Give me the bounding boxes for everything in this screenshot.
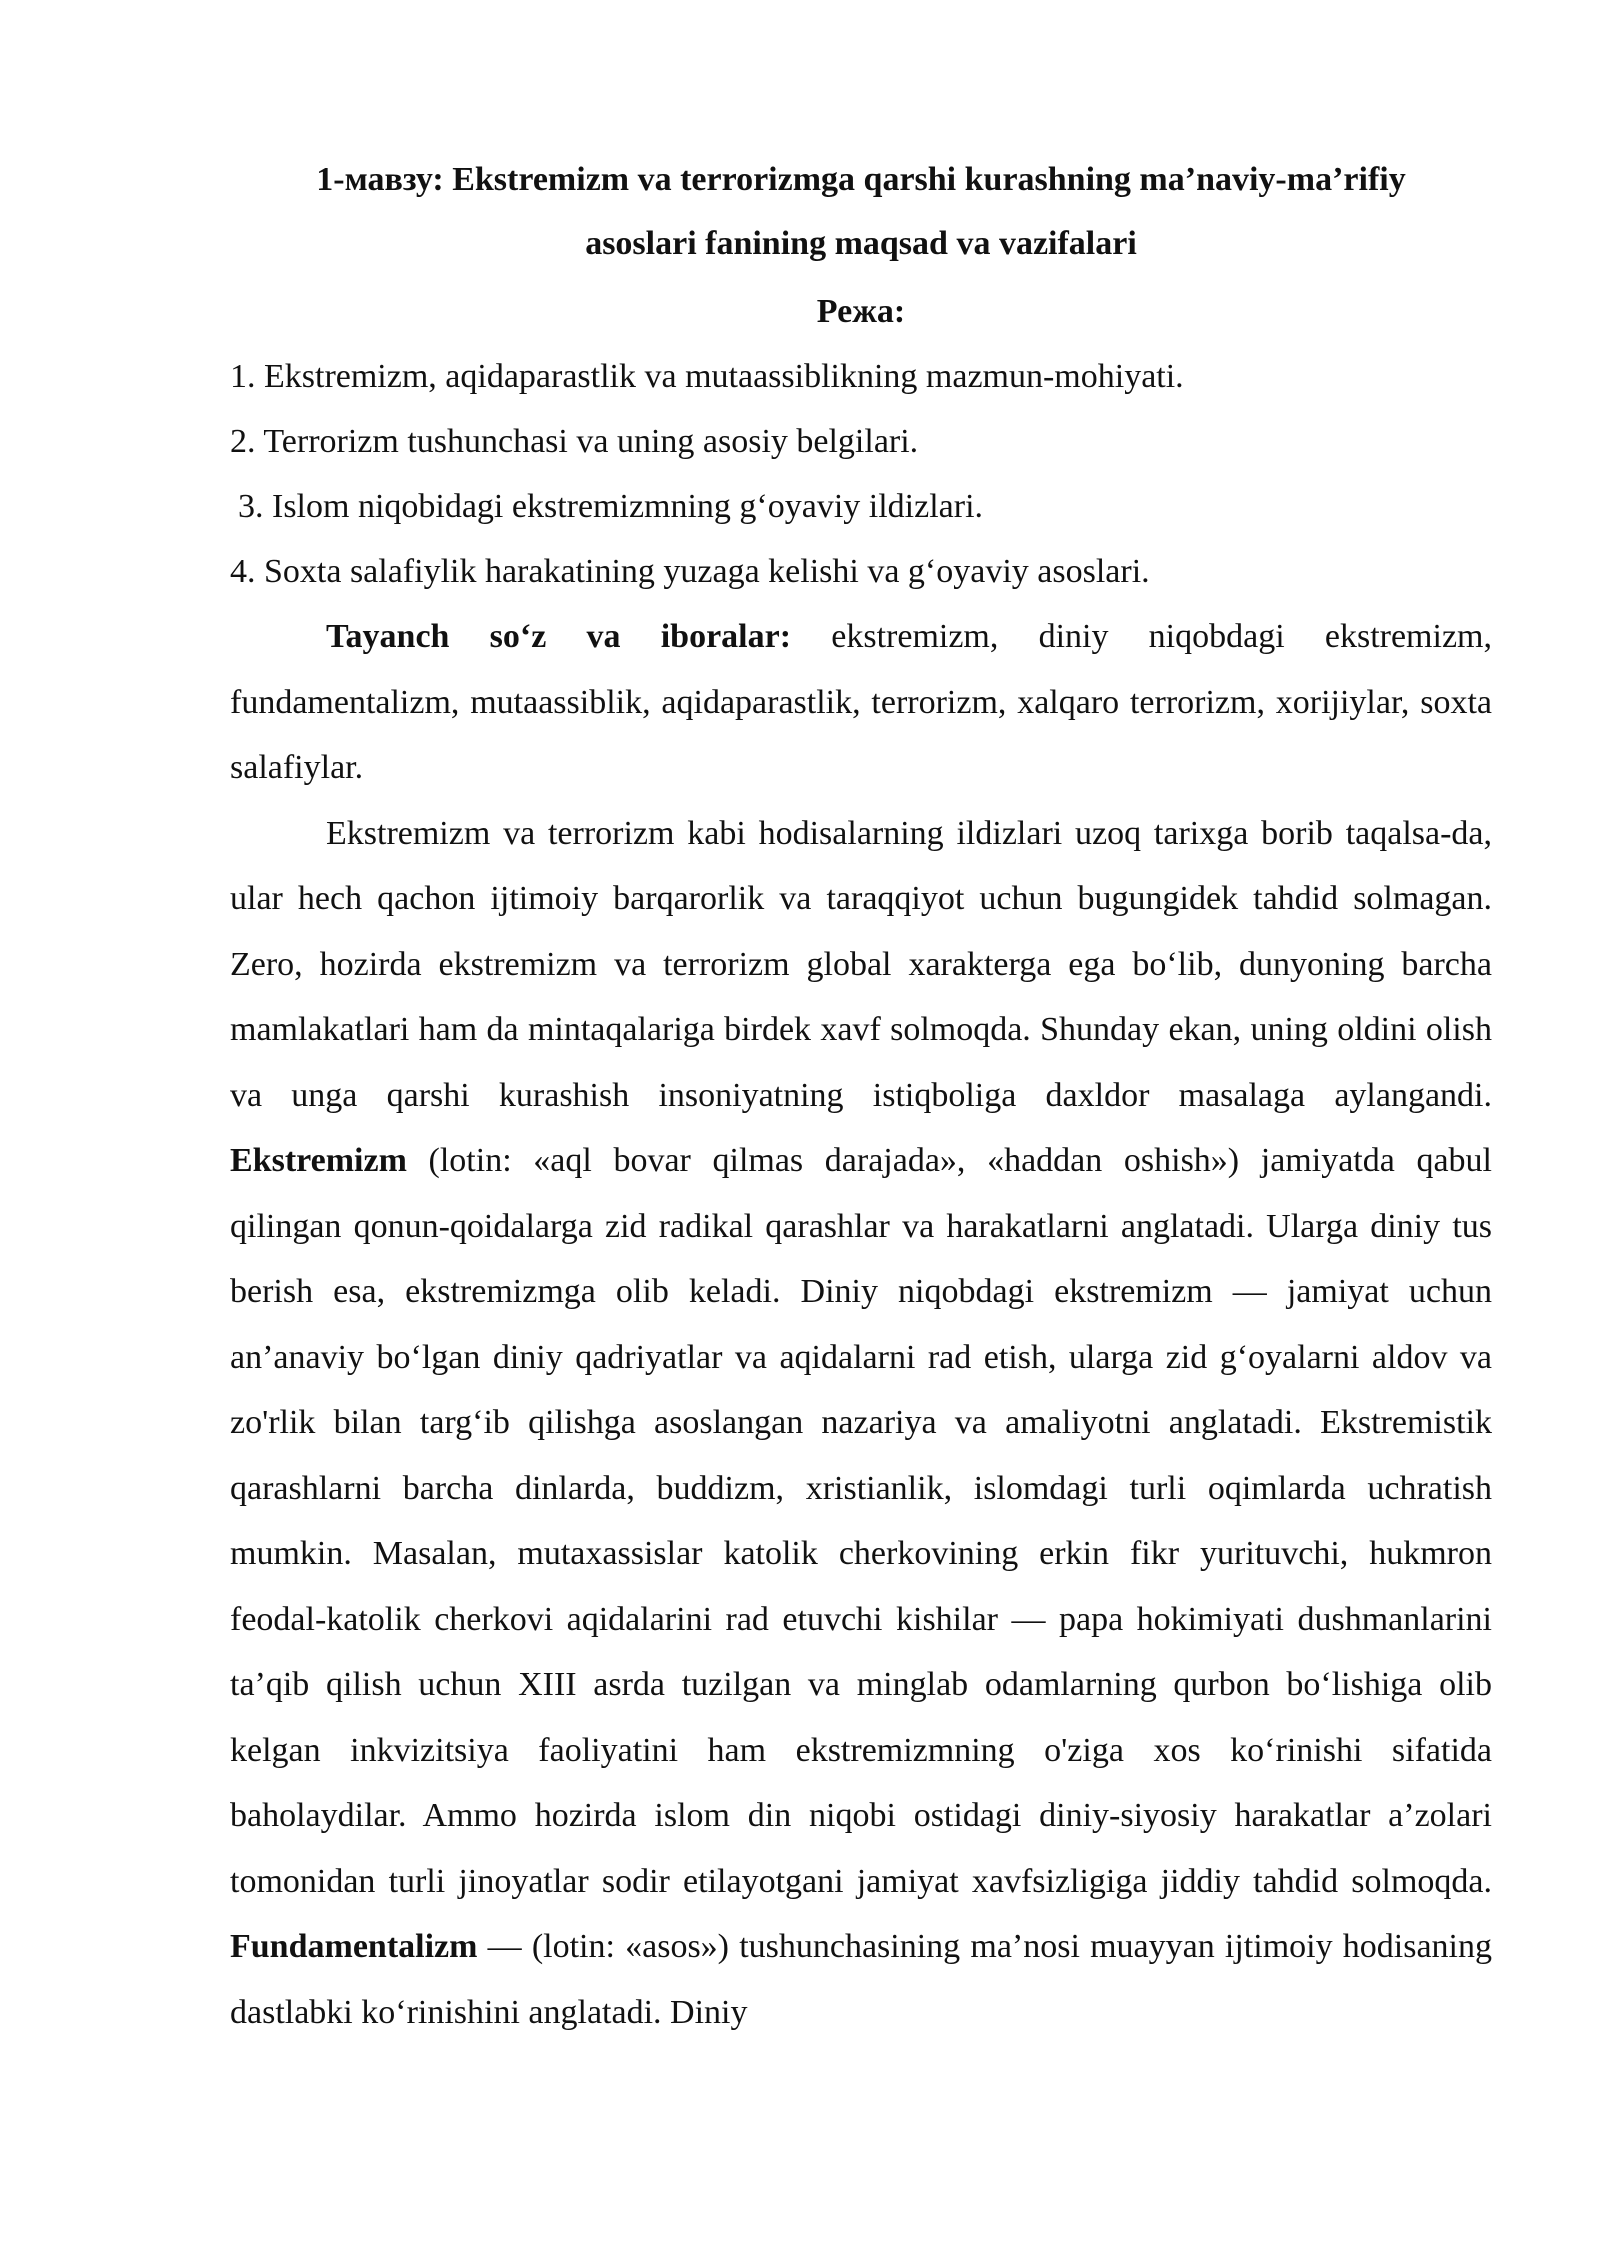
plan-item: 2. Terrorizm tushunchasi va uning asosiy belgilari. xyxy=(230,423,919,460)
term-ekstremizm: Ekstremizm xyxy=(230,1142,407,1179)
plan-heading: Режа: xyxy=(816,293,906,330)
term-fundamentalizm: Fundamentalizm xyxy=(230,1928,478,1965)
title-line-1: 1-мавзу: Ekstremizm va terrorizmga qarshi kurashning ma’naviy-ma’rifiy xyxy=(316,161,1406,198)
keywords-text: ekstremizm, diniy niqobdagi ekstremizm, fundamentalizm, mutaassiblik, aqidaparastlik, terrorizm, xalqaro terrorizm, xorijiylar, soxta salafiylar. xyxy=(230,618,1492,786)
plan-item: 4. Soxta salafiylik harakatining yuzaga kelishi va g‘oyaviy asoslari. xyxy=(230,553,1150,590)
body-text-3: — (lotin: «asos») tushunchasining ma’nosi muayyan ijtimoiy hodisaning dastlabki ko‘rinishini anglatadi. Diniy xyxy=(230,1928,1492,2031)
keywords-paragraph xyxy=(230,604,1492,801)
plan-item: 3. Islom niqobidagi ekstremizmning g‘oyaviy ildizlari. xyxy=(238,488,984,525)
keywords-label: Tayanch so‘z va iboralar: xyxy=(326,618,792,655)
body-text-1: Ekstremizm va terrorizm kabi hodisalarning ildizlari uzoq tarixga borib taqalsa-da, ular hech qachon ijtimoiy barqarorlik va taraqqiyot uchun bugungidek tahdid solmagan. Zero, hozirda ekstremizm va terrorizm global xarakterga ega bo‘lib, dunyoning barcha mamlakatlari ham da mintaqalariga birdek xavf solmoqda. Shunday ekan, uning oldini olish va unga qarshi kurashish insoniyatning istiqboliga daxldor masalaga aylangandi. xyxy=(230,814,1492,1114)
body-paragraph xyxy=(230,801,1492,2046)
document-title xyxy=(230,148,1492,276)
document-page xyxy=(230,148,1492,2045)
body-text-2: (lotin: «aql bovar qilmas darajada», «haddan oshish») jamiyatda qabul qilingan qonun-qoidalarga zid radikal qarashlar va harakatlarni anglatadi. Ularga diniy tus berish esa, ekstremizmga olib keladi. Diniy niqobdagi ekstremizm — jamiyat uchun an’anaviy bo‘lgan diniy qadriyatlar va aqidalarni rad etish, ularga zid g‘oyalarni aldov va zo'rlik bilan targ‘ib qilishga asoslangan nazariya va amaliyotni anglatadi. Ekstremistik qarashlarni barcha dinlarda, buddizm, xristianlik, islomdagi turli oqimlarda uchratish mumkin. Masalan, mutaxassislar katolik cherkovining erkin fikr yurituvchi, hukmron feodal-katolik cherkovi aqidalarini rad etuvchi kishilar — papa hokimiyati dushmanlarini ta’qib qilish uchun XIII asrda tuzilgan va minglab odamlarning qurbon bo‘lishiga olib kelgan inkvizitsiya faoliyatini ham ekstremizmning o'ziga xos ko‘rinishi sifatida baholaydilar. Ammo hozirda islom din niqobi ostidagi diniy-siyosiy harakatlar a’zolari tomonidan turli jinoyatlar sodir etilayotgani jamiyat xavfsizligiga jiddiy tahdid solmoqda. xyxy=(230,1142,1492,1900)
plan-item: 1. Ekstremizm, aqidaparastlik va mutaassiblikning mazmun-mohiyati. xyxy=(230,358,1184,395)
plan-list xyxy=(230,344,1492,604)
title-line-2: asoslari fanining maqsad va vazifalari xyxy=(585,225,1137,262)
